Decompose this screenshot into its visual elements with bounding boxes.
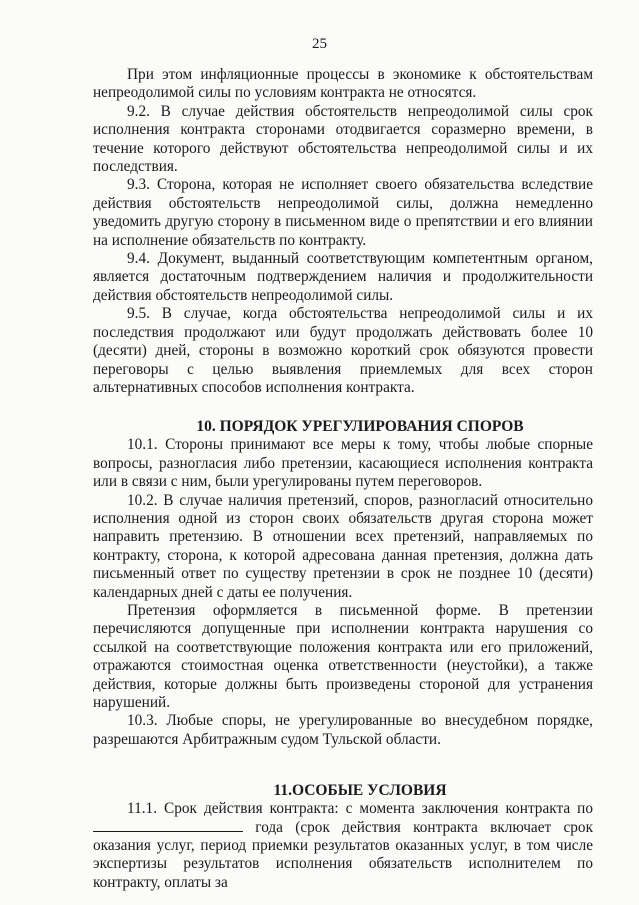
section-10-heading: 10. ПОРЯДОК УРЕГУЛИРОВАНИЯ СПОРОВ <box>196 418 524 436</box>
paragraph-9-5: 9.5. В случае, когда обстоятельства непреодолимой силы и их последствия продолжают или будут продолжать действовать более 10 (десяти) дней, стороны в возможно короткий срок обязуются провести переговоры с целью выявления приемлемых для всех сторон альтернативных способов исполнения контракта. <box>93 305 593 396</box>
document-body <box>93 66 593 892</box>
page-number: 25 <box>312 36 327 52</box>
paragraph-10-1: 10.1. Стороны принимают все меры к тому, чтобы любые спорные вопросы, разногласия либо претензии, касающиеся исполнения контракта или в связи с ним, были урегулированы путем переговоров. <box>93 436 593 491</box>
paragraph-10-2: 10.2. В случае наличия претензий, споров, разногласий относительно исполнения одной из сторон своих обязательств другая сторона может направить претензию. В отношении всех претензий, направляемых по контракту, сторона, к которой адресована данная претензия, должна дать письменный ответ по существу претензии в срок не позднее 10 (десяти) календарных дней с даты ее получения. <box>93 491 593 601</box>
paragraph-9-4: 9.4. Документ, выданный соответствующим компетентным органом, является достаточным подтверждением наличия и продолжительности действия обстоятельств непреодолимой силы. <box>93 250 593 304</box>
paragraph-11-1 <box>93 800 593 892</box>
paragraph-11-1-start: 11.1. Срок действия контракта: с момента заключения контракта по <box>127 800 593 818</box>
paragraph-9-3: 9.3. Сторона, которая не исполняет своего обязательства вследствие действия обстоятельств непреодолимой силы, должна немедленно уведомить другую сторону в письменном виде о препятствии и его влиянии на исполнение обязательств по контракту. <box>93 176 593 249</box>
paragraph-force-majeure-inflation: При этом инфляционные процессы в экономике к обстоятельствам непреодолимой силы по условиям контракта не относятся. <box>93 66 593 102</box>
paragraph-9-2: 9.2. В случае действия обстоятельств непреодолимой силы срок исполнения контракта сторонами отодвигается соразмерно времени, в течение которого действуют обстоятельства непреодолимой силы и их последствия. <box>93 102 593 176</box>
paragraph-claim-form: Претензия оформляется в письменной форме. В претензии перечисляются допущенные при исполнении контракта нарушения со ссылкой на соответствующие положения контракта или его приложений, отражаются стоимостная оценка ответственности (неустойки), а также действия, которые должны быть произведены стороной для устранения нарушений. <box>93 601 593 711</box>
contract-end-date-blank <box>93 819 243 832</box>
paragraph-10-3: 10.3. Любые споры, не урегулированные во внесудебном порядке, разрешаются Арбитражным судом Тульской области. <box>93 712 593 748</box>
paragraph-11-1-end: года (срок действия контракта включает срок оказания услуг, период приемки результатов оказанных услуг, в том числе экспертизы результатов исполнения обязательств исполнителем по контракту, оплаты за <box>93 818 593 891</box>
section-11-heading: 11.ОСОБЫЕ УСЛОВИЯ <box>273 782 447 800</box>
